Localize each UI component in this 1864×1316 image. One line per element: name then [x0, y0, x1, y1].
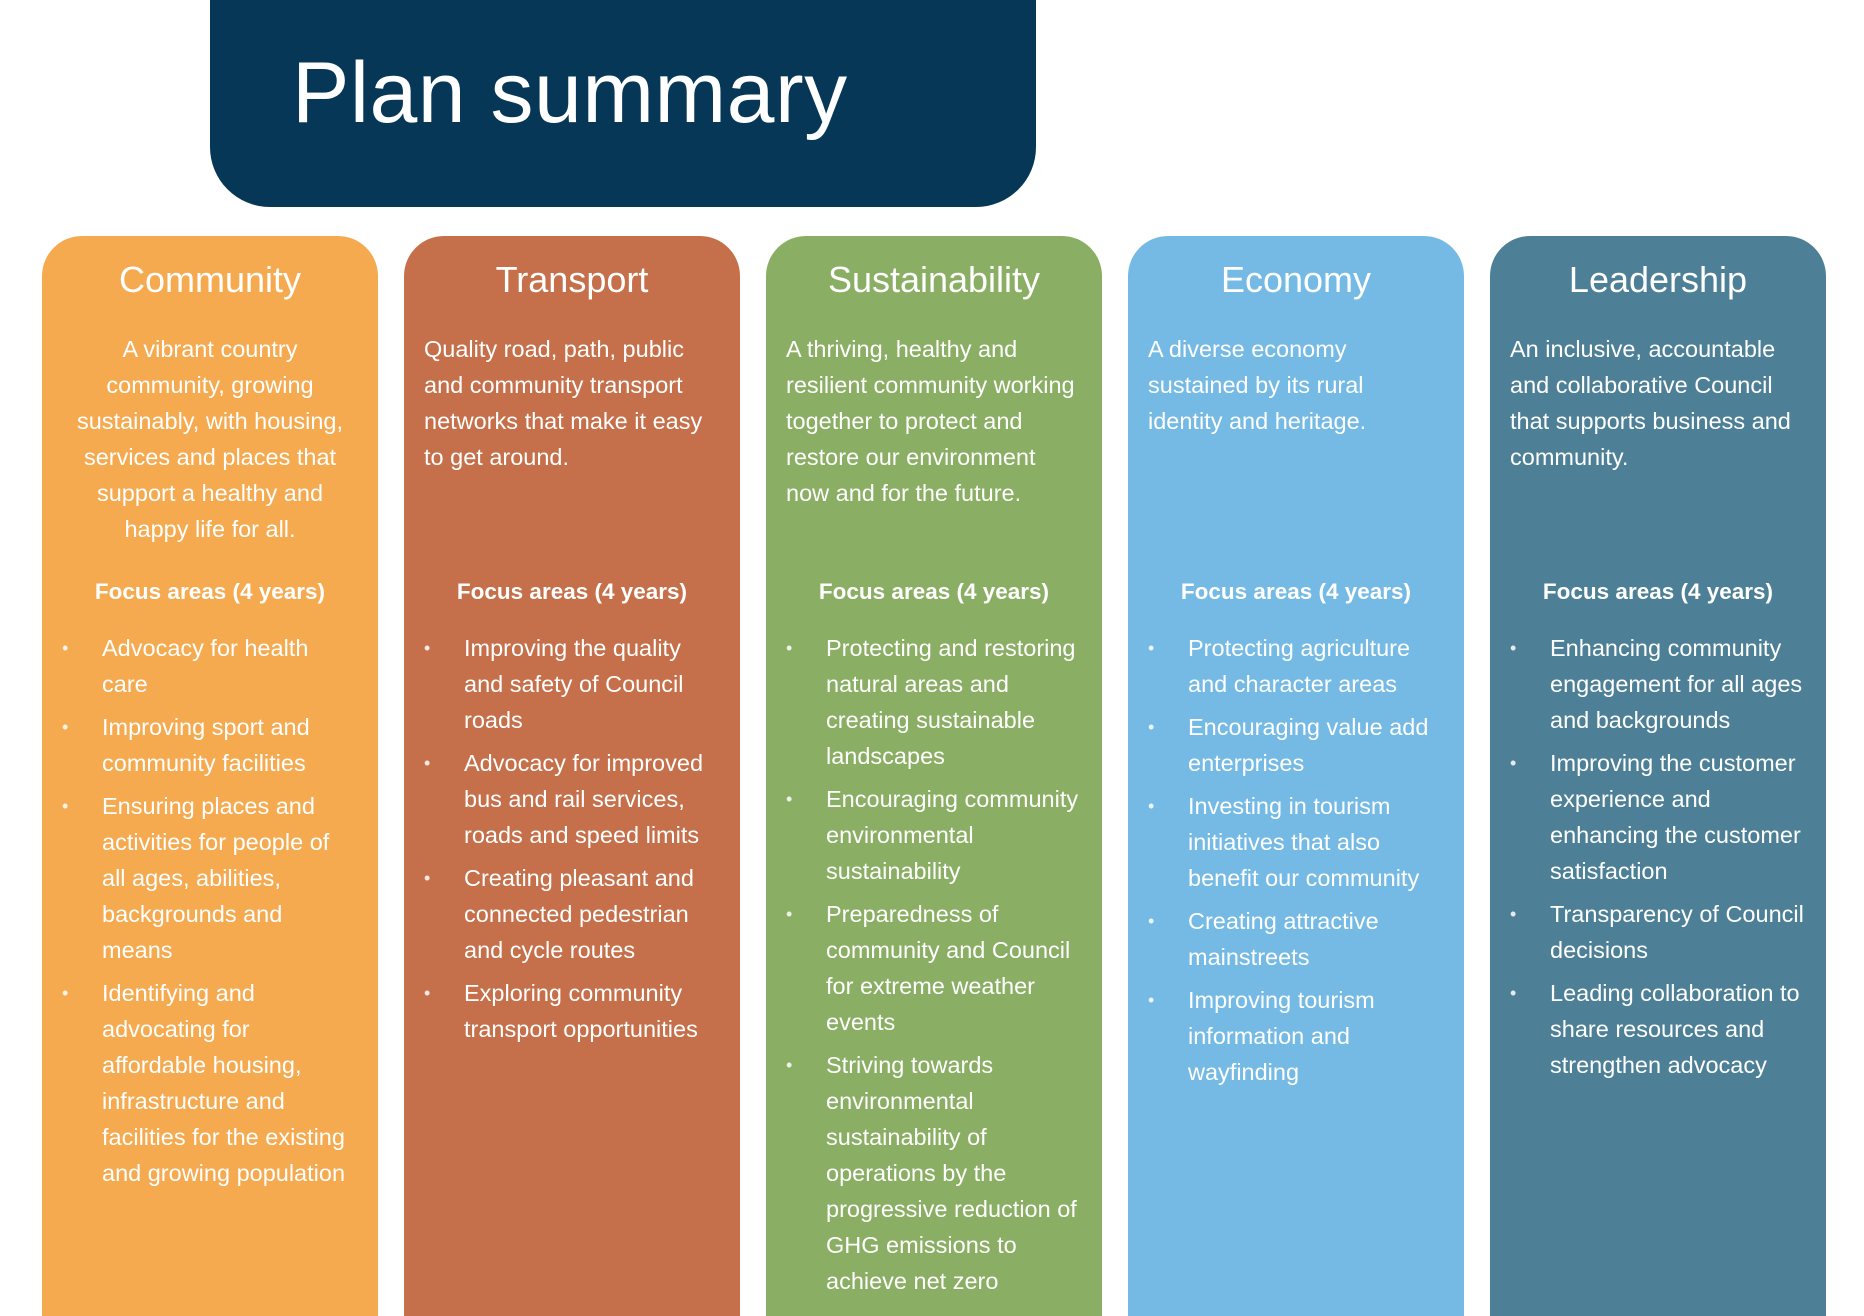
focus-item: • Enhancing community engagement for all ages and backgrounds	[1510, 630, 1806, 738]
column-title: Transport	[495, 259, 649, 300]
focus-areas-heading: Focus areas (4 years)	[1180, 579, 1412, 605]
focus-item: • Transparency of Council decisions	[1510, 896, 1806, 968]
focus-item: • Improving the customer experience and enhancing the customer satisfaction	[1510, 745, 1806, 889]
focus-item: • Protecting agriculture and character areas	[1148, 630, 1444, 702]
column-community	[42, 236, 378, 1316]
focus-item: • Creating attractive mainstreets	[1148, 903, 1444, 975]
focus-areas-list	[1148, 630, 1444, 1090]
page-title: Plan summary	[292, 45, 848, 141]
focus-areas-heading: Focus areas (4 years)	[818, 579, 1050, 605]
column-title: Economy	[1220, 259, 1372, 300]
focus-item: • Exploring community transport opportunities	[424, 975, 720, 1047]
column-description: An inclusive, accountable and collaborative Council that supports business and community.	[1510, 336, 1791, 471]
focus-item: • Encouraging value add enterprises	[1148, 709, 1444, 781]
focus-item: • Improving the quality and safety of Council roads	[424, 630, 720, 738]
focus-areas-heading: Focus areas (4 years)	[1542, 579, 1774, 605]
focus-item: • Ensuring places and activities for people of all ages, abilities, backgrounds and means	[62, 788, 358, 968]
focus-areas-heading: Focus areas (4 years)	[94, 579, 326, 605]
focus-item: • Identifying and advocating for affordable housing, infrastructure and facilities for the existing and growing population	[62, 975, 358, 1191]
focus-item: • Striving towards environmental sustainability of operations by the progressive reduction of GHG emissions to achieve net zero	[786, 1047, 1082, 1299]
focus-item: • Advocacy for health care	[62, 630, 358, 702]
focus-item: • Improving tourism information and wayfinding	[1148, 982, 1444, 1090]
theme-columns	[42, 236, 1824, 1316]
column-transport	[404, 236, 740, 1316]
focus-areas-heading: Focus areas (4 years)	[456, 579, 688, 605]
focus-item: • Leading collaboration to share resources and strengthen advocacy	[1510, 975, 1806, 1083]
focus-areas-list	[1510, 630, 1806, 1083]
focus-item: • Investing in tourism initiatives that also benefit our community	[1148, 788, 1444, 896]
column-title: Community	[118, 259, 302, 300]
focus-areas-list	[786, 630, 1082, 1299]
focus-item: • Protecting and restoring natural areas and creating sustainable landscapes	[786, 630, 1082, 774]
column-title: Sustainability	[827, 259, 1041, 300]
column-sustainability	[766, 236, 1102, 1316]
focus-item: • Preparedness of community and Council for extreme weather events	[786, 896, 1082, 1040]
focus-areas-list	[62, 630, 358, 1191]
column-description: A vibrant country community, growing sustainably, with housing, services and places that support a healthy and happy life for all.	[76, 336, 344, 543]
column-description: A diverse economy sustained by its rural identity and heritage.	[1148, 336, 1367, 435]
column-description: A thriving, healthy and resilient community working together to protect and restore our environment now and for the future.	[786, 336, 1075, 507]
header-banner	[210, 0, 1036, 207]
column-title: Leadership	[1568, 259, 1748, 300]
column-economy	[1128, 236, 1464, 1316]
column-description: Quality road, path, public and community transport networks that make it easy to get around.	[424, 336, 703, 471]
focus-item: • Creating pleasant and connected pedestrian and cycle routes	[424, 860, 720, 968]
focus-item: • Improving sport and community facilities	[62, 709, 358, 781]
focus-item: • Advocacy for improved bus and rail services, roads and speed limits	[424, 745, 720, 853]
focus-item: • Encouraging community environmental sustainability	[786, 781, 1082, 889]
focus-areas-list	[424, 630, 720, 1047]
column-leadership	[1490, 236, 1826, 1316]
